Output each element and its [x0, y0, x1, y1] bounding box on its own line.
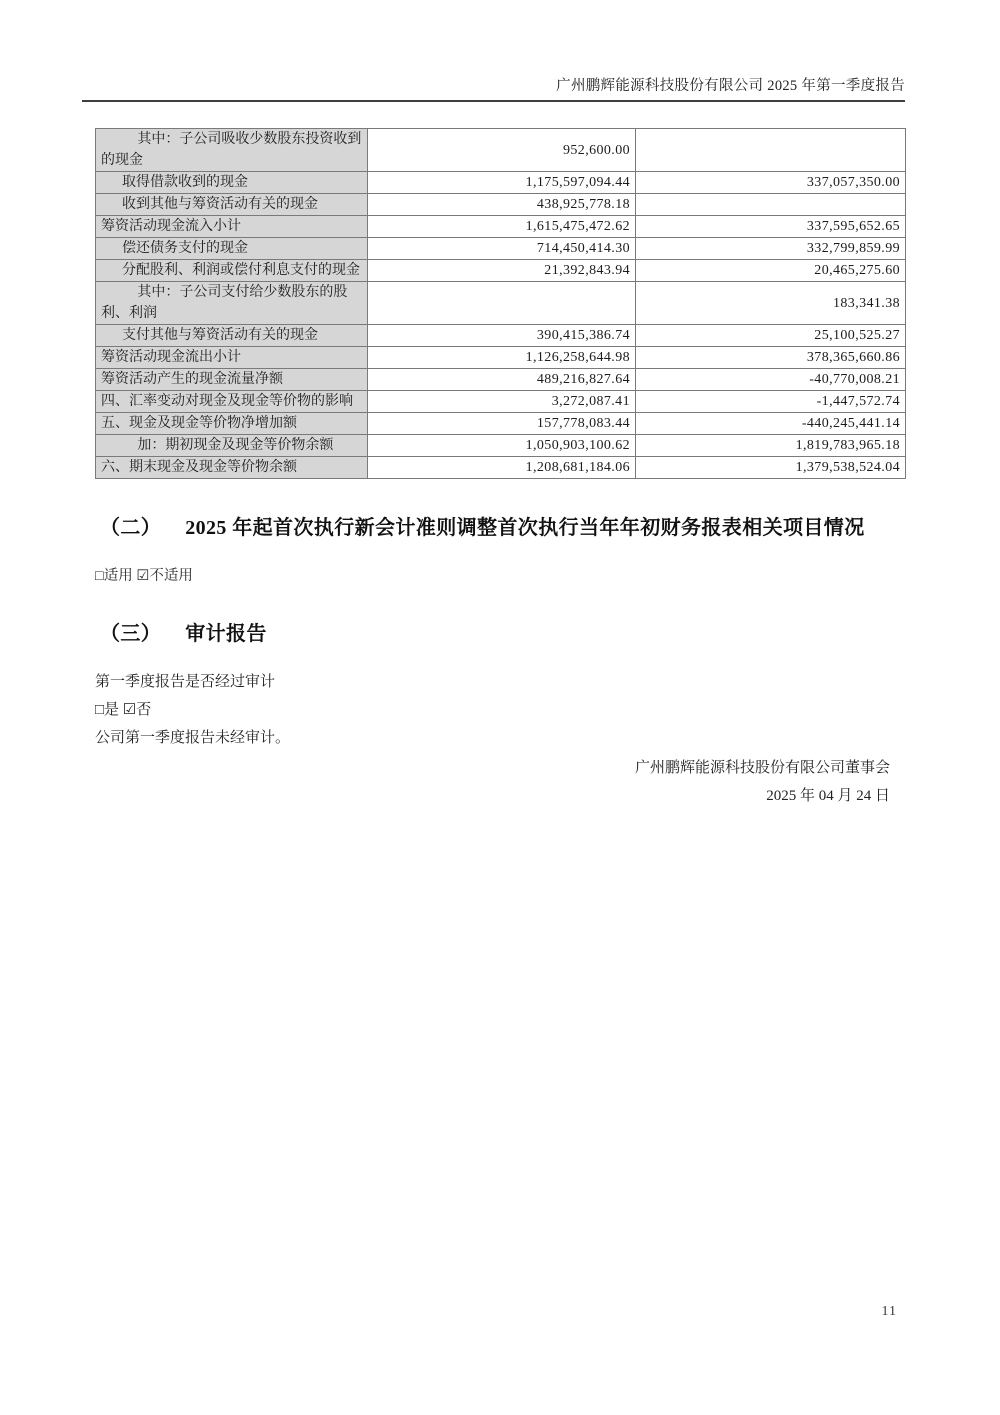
current-period-value: 438,925,778.18: [368, 194, 636, 216]
table-row: [96, 347, 906, 369]
current-period-value: 1,175,597,094.44: [368, 172, 636, 194]
board-signature: 广州鹏辉能源科技股份有限公司董事会: [634, 760, 890, 776]
prior-period-value: 337,595,652.65: [636, 216, 906, 238]
prior-period-value: 25,100,525.27: [636, 325, 906, 347]
current-period-value: 1,208,681,184.06: [368, 457, 636, 479]
current-period-value: 1,126,258,644.98: [368, 347, 636, 369]
row-label: 收到其他与筹资活动有关的现金: [96, 194, 368, 216]
table-row: [96, 325, 906, 347]
row-label: 筹资活动产生的现金流量净额: [96, 369, 368, 391]
table-row: [96, 391, 906, 413]
table-row: [96, 282, 906, 325]
row-label: 筹资活动现金流出小计: [96, 347, 368, 369]
prior-period-value: 332,799,859.99: [636, 238, 906, 260]
table-row: [96, 194, 906, 216]
row-label: 加：期初现金及现金等价物余额: [96, 435, 368, 457]
current-period-value: 21,392,843.94: [368, 260, 636, 282]
row-label: 五、现金及现金等价物净增加额: [96, 413, 368, 435]
current-period-value: 714,450,414.30: [368, 238, 636, 260]
report-date: 2025 年 04 月 24 日: [766, 788, 890, 804]
prior-period-value: -1,447,572.74: [636, 391, 906, 413]
section-3-number: （三）: [100, 623, 162, 645]
prior-period-value: 337,057,350.00: [636, 172, 906, 194]
prior-period-value: 183,341.38: [636, 282, 906, 325]
table-row: [96, 172, 906, 194]
header-divider: [82, 100, 905, 102]
row-label: 筹资活动现金流入小计: [96, 216, 368, 238]
section-2-title: 2025 年起首次执行新会计准则调整首次执行当年年初财务报表相关项目情况: [185, 517, 865, 539]
audit-statement: 公司第一季度报告未经审计。: [95, 730, 291, 746]
section-heading-2: [100, 511, 905, 540]
current-period-value: [368, 282, 636, 325]
current-period-value: 3,272,087.41: [368, 391, 636, 413]
row-label: 其中：子公司支付给少数股东的股利、利润: [96, 282, 368, 325]
prior-period-value: 20,465,275.60: [636, 260, 906, 282]
current-period-value: 390,415,386.74: [368, 325, 636, 347]
signature-block: [95, 754, 890, 810]
page-number: 11: [881, 1304, 897, 1319]
row-label: 分配股利、利润或偿付利息支付的现金: [96, 260, 368, 282]
prior-period-value: 1,819,783,965.18: [636, 435, 906, 457]
row-label: 取得借款收到的现金: [96, 172, 368, 194]
row-label: 其中：子公司吸收少数股东投资收到的现金: [96, 129, 368, 172]
report-header-title: 广州鹏辉能源科技股份有限公司 2025 年第一季度报告: [556, 78, 905, 94]
section-heading-3: [100, 617, 905, 646]
table-row: [96, 216, 906, 238]
table-row: [96, 413, 906, 435]
row-label: 支付其他与筹资活动有关的现金: [96, 325, 368, 347]
current-period-value: 157,778,083.44: [368, 413, 636, 435]
table-row: [96, 369, 906, 391]
audit-paragraph: [95, 668, 905, 752]
row-label: 六、期末现金及现金等价物余额: [96, 457, 368, 479]
prior-period-value: -440,245,441.14: [636, 413, 906, 435]
row-label: 偿还债务支付的现金: [96, 238, 368, 260]
table-row: [96, 238, 906, 260]
table-row: [96, 457, 906, 479]
current-period-value: 1,615,475,472.62: [368, 216, 636, 238]
current-period-value: 952,600.00: [368, 129, 636, 172]
section-3-title: 审计报告: [185, 623, 267, 645]
cash-flow-table: [95, 128, 906, 479]
section-2-number: （二）: [100, 517, 162, 539]
table-row: [96, 435, 906, 457]
audit-answer-checkboxes: □是 ☑否: [95, 702, 152, 718]
prior-period-value: -40,770,008.21: [636, 369, 906, 391]
table-row: [96, 129, 906, 172]
audit-question: 第一季度报告是否经过审计: [95, 674, 276, 690]
table-row: [96, 260, 906, 282]
current-period-value: 1,050,903,100.62: [368, 435, 636, 457]
current-period-value: 489,216,827.64: [368, 369, 636, 391]
prior-period-value: [636, 129, 906, 172]
applicability-checkboxes: □适用 ☑不适用: [95, 568, 193, 584]
prior-period-value: 378,365,660.86: [636, 347, 906, 369]
prior-period-value: 1,379,538,524.04: [636, 457, 906, 479]
row-label: 四、汇率变动对现金及现金等价物的影响: [96, 391, 368, 413]
prior-period-value: [636, 194, 906, 216]
